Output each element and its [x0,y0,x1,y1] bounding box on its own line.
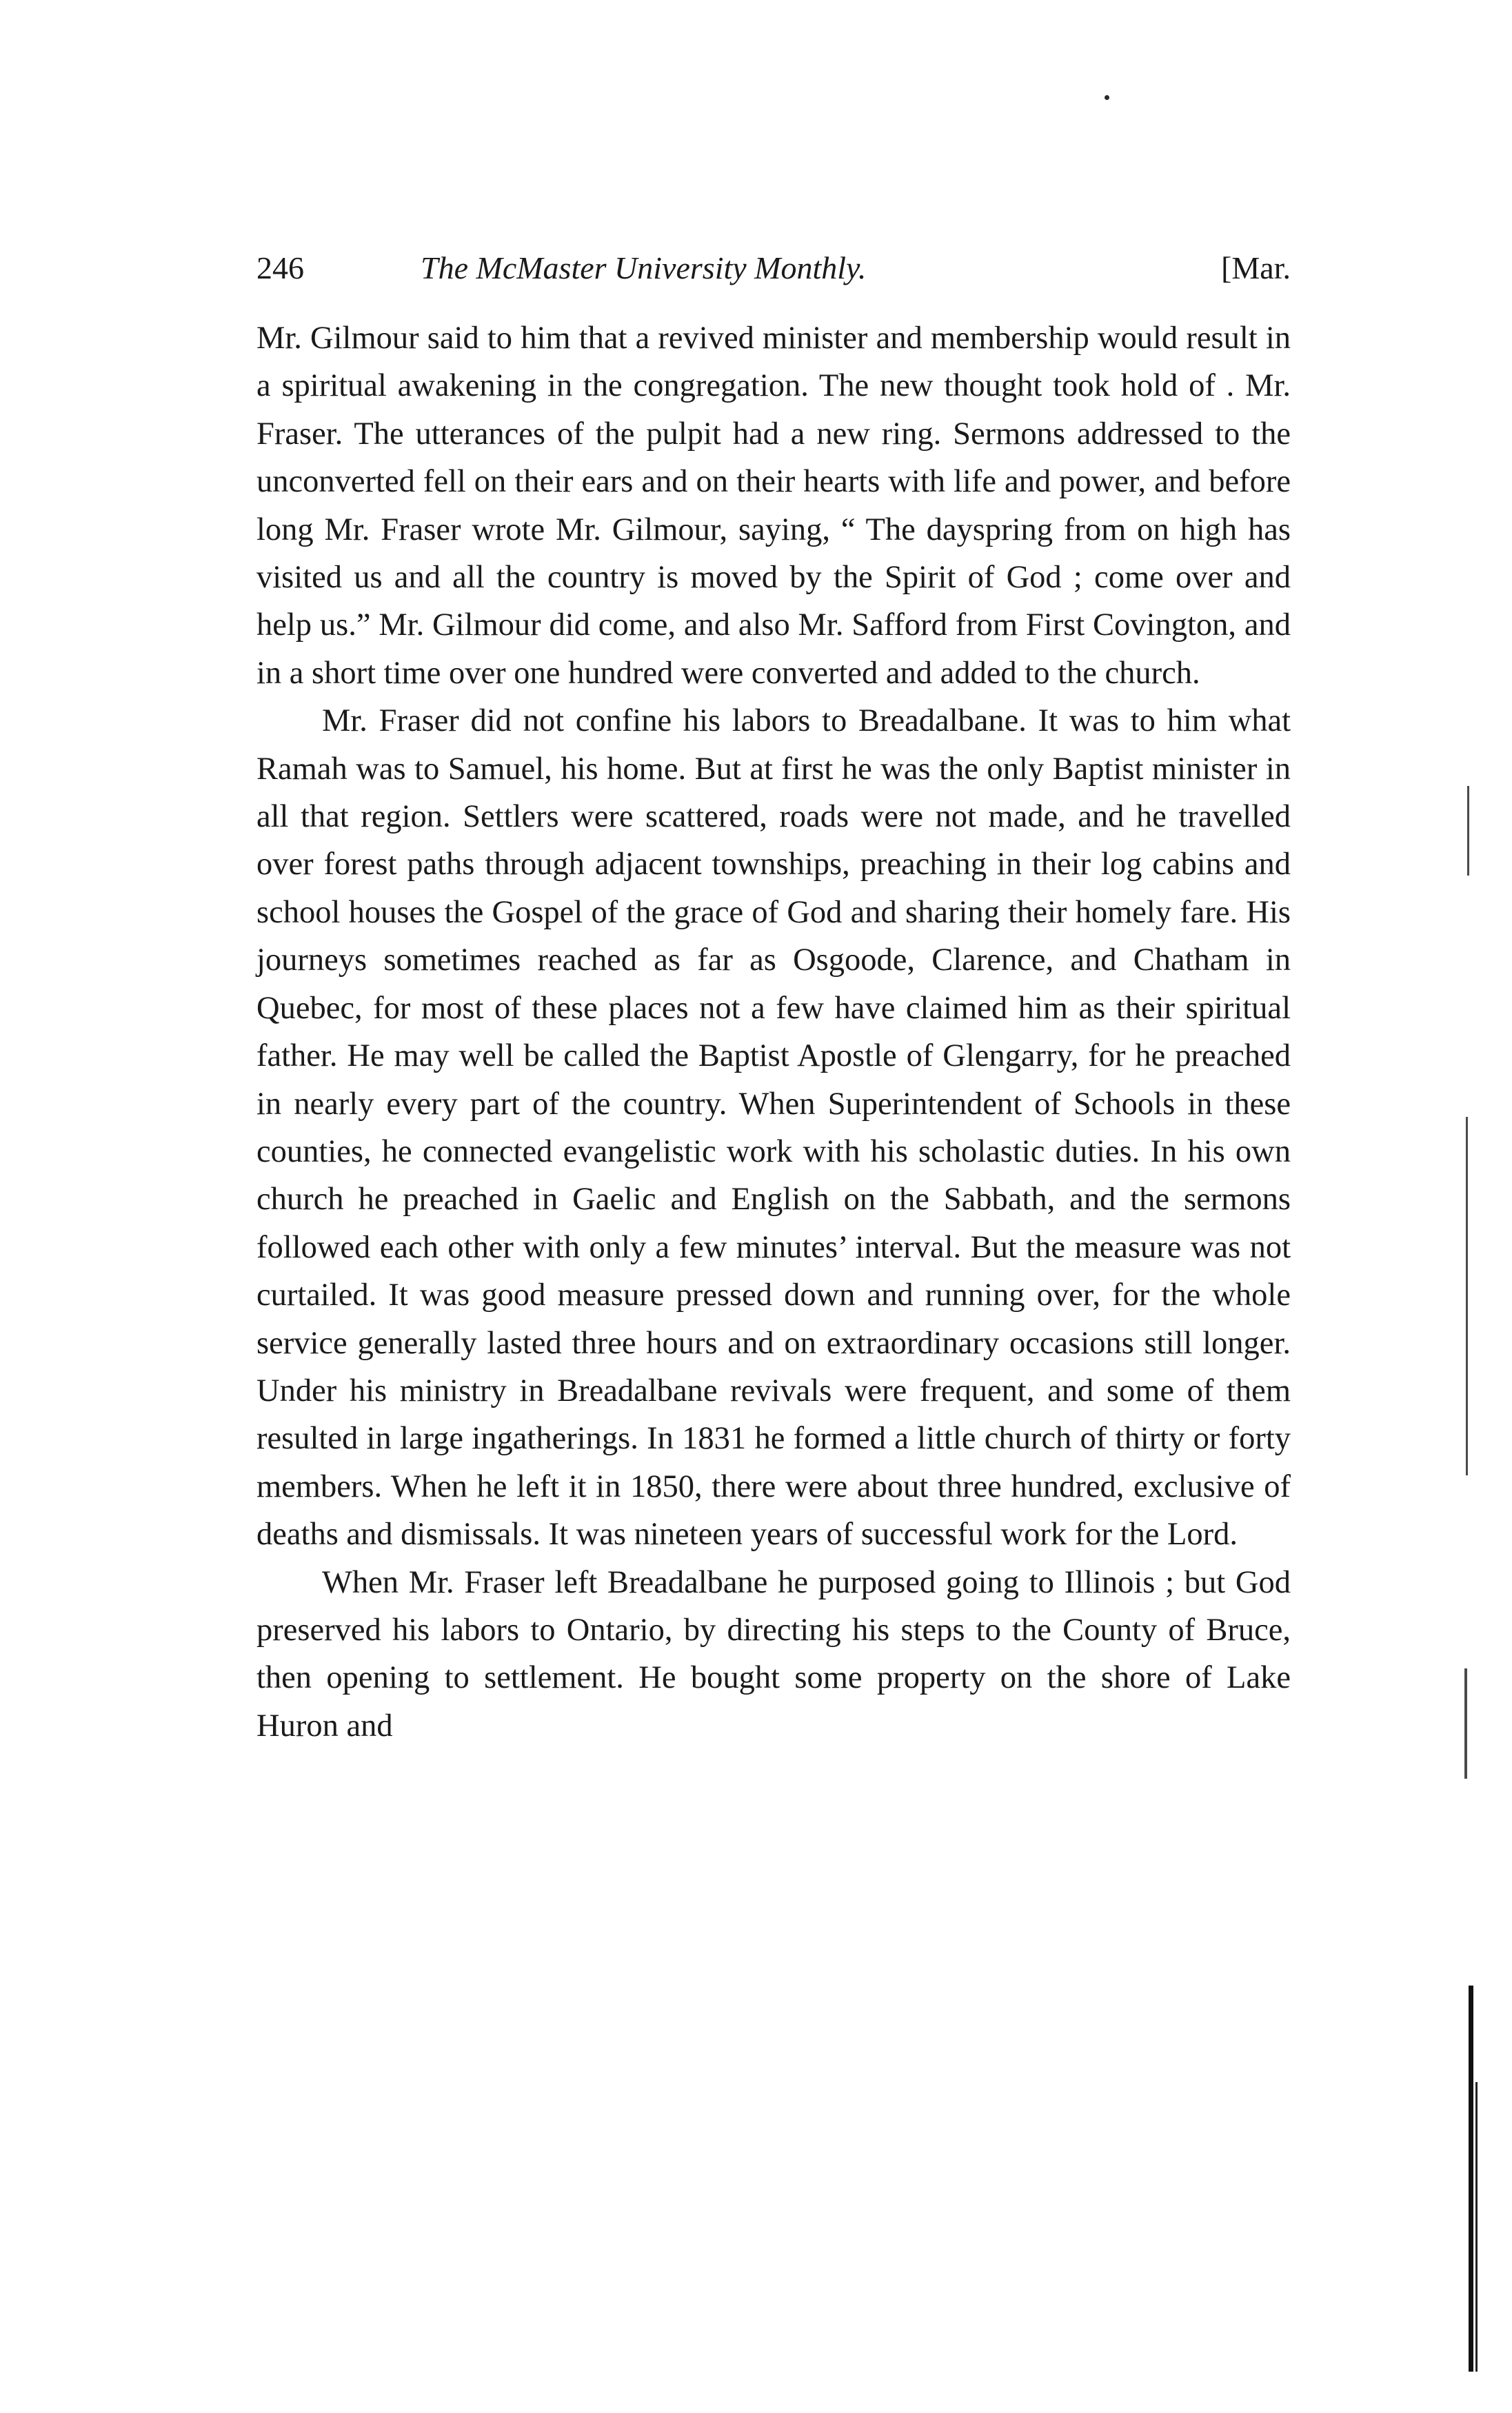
binding-edge-mark [1466,1117,1468,1475]
binding-edge-mark [1464,1668,1467,1779]
issue-month: [Mar. [1221,250,1291,285]
binding-edge-mark [1475,2082,1478,2372]
page-number: 246 [256,250,304,285]
binding-edge-mark [1469,1986,1473,2372]
paragraph-1: Mr. Gilmour said to him that a revived minister and membership would result in a spiritual awakening in the congregation. The new thought took hold of . Mr. Fraser. The utterances of the pulpit had a new ring. Sermons addressed to the unconverted fell on their ears and on their hearts with life and power, and before long Mr. Fraser wrote Mr. Gilmour, saying, “ The dayspring from on high has visited us and all the country is moved by the Spirit of God ; come over and help us.” Mr. Gilmour did come, and also Mr. Safford from First Covington, and in a short time over one hundred were converted and added to the church. [256,321,1291,691]
body-text [256,314,1291,1750]
running-header [256,250,1291,305]
paragraph-3: When Mr. Fraser left Breadalbane he purposed going to Illinois ; but God preserved his labors to Ontario, by directing his steps to the County of Bruce, then opening to settlement. He bought some property on the shore of Lake Huron and [256,1564,1291,1744]
ink-speck [1105,95,1109,100]
running-title: The McMaster University Monthly. [421,250,867,285]
paragraph-2: Mr. Fraser did not confine his labors to Breadalbane. It was to him what Ramah was to Samuel, his home. But at first he was the only Baptist minister in all that region. Settlers were scattered, roads were not made, and he travelled over forest paths through adjacent townships, preaching in their log cabins and school houses the Gospel of the grace of God and sharing their homely fare. His journeys sometimes reached as far as Osgoode, Clarence, and Chatham in Quebec, for most of these places not a few have claimed him as their spiritual father. He may well be called the Baptist Apostle of Glengarry, for he preached in nearly every part of the country. When Superintendent of Schools in these counties, he connected evangelistic work with his scholastic duties. In his own church he preached in Gaelic and English on the Sabbath, and the sermons followed each other with only a few minutes’ interval. But the measure was not curtailed. It was good measure pressed down and running over, for the whole service generally lasted three hours and on extraordinary occasions still longer. Under his ministry in Breadalbane revivals were frequent, and some of them resulted in large ingatherings. In 1831 he formed a little church of thirty or forty members. When he left it in 1850, there were about three hundred, exclusive of deaths and dismissals. It was nineteen years of successful work for the Lord. [256,703,1291,1553]
binding-edge-mark [1467,786,1469,876]
